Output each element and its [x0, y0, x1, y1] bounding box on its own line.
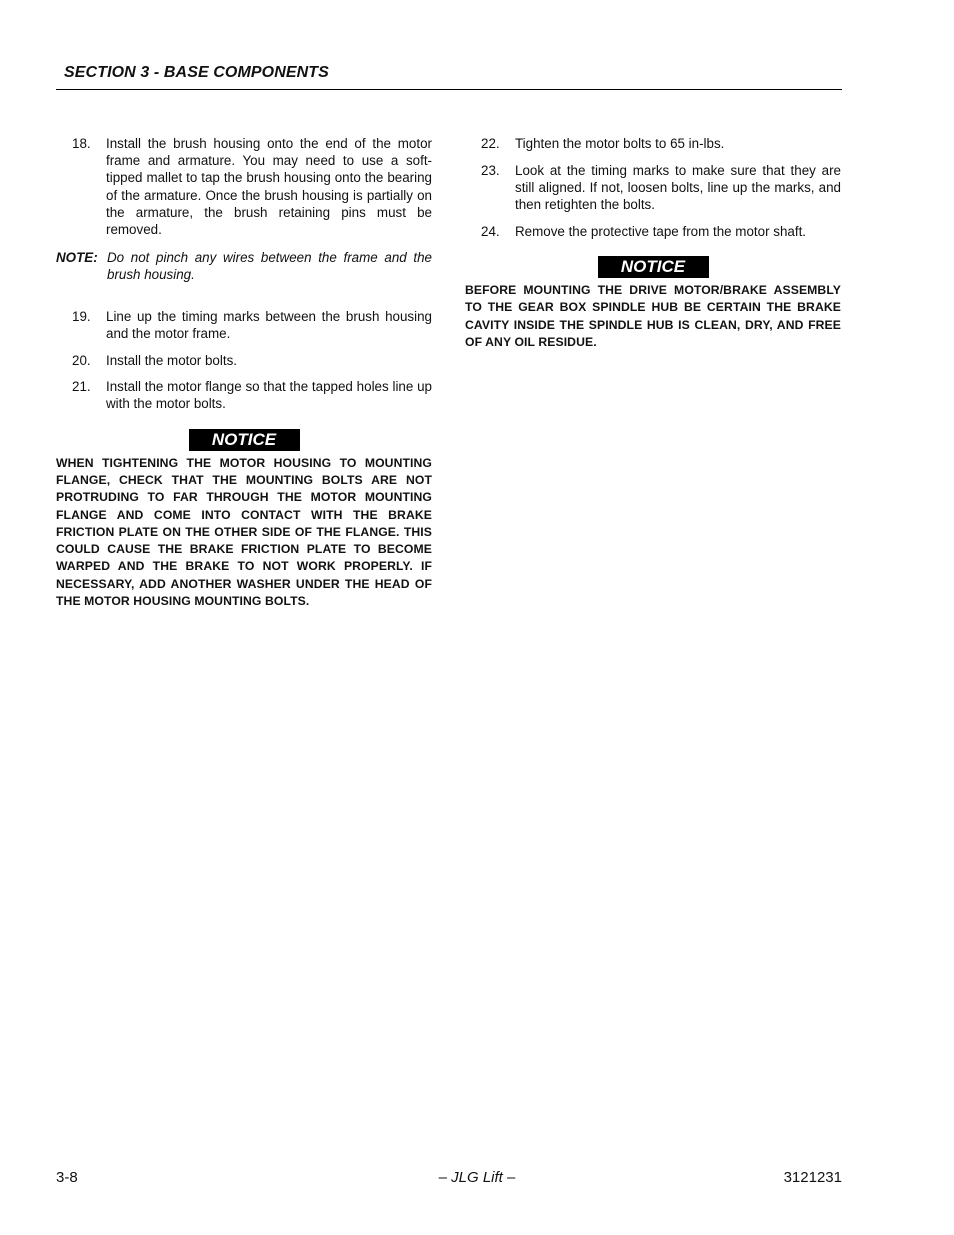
header-divider	[56, 89, 842, 90]
step-number: 23.	[481, 162, 500, 178]
notice-heading-wrap	[56, 429, 432, 451]
step-text: Tighten the motor bolts to 65 in-lbs.	[515, 136, 725, 151]
step-text: Install the motor bolts.	[106, 352, 237, 368]
step-23	[465, 162, 841, 214]
footer-brand: – JLG Lift –	[438, 1169, 516, 1186]
note	[56, 249, 432, 283]
step-number: 19.	[72, 308, 91, 324]
step-text: Look at the timing marks to make sure that they are still aligned. If not, loosen bolts, line up the marks, and then retighten the bolts.	[515, 162, 841, 213]
section-title: SECTION 3 - BASE COMPONENTS	[64, 64, 329, 81]
notice-badge: NOTICE	[598, 256, 709, 278]
right-column	[465, 135, 841, 351]
notice-heading-wrap	[465, 256, 841, 278]
step-20	[56, 352, 432, 369]
notice-text: BEFORE MOUNTING THE DRIVE MOTOR/BRAKE ASSEMBLY TO THE GEAR BOX SPINDLE HUB BE CERTAIN THE BRAKE CAVITY INSIDE THE SPINDLE HUB IS CLEAN, DRY, AND FREE OF ANY OIL RESIDUE.	[465, 283, 841, 349]
step-number: 18.	[72, 136, 91, 151]
note-label: NOTE:	[56, 250, 98, 266]
step-number: 22.	[481, 136, 500, 151]
page-number: 3-8	[56, 1169, 78, 1186]
step-text: Install the motor flange so that the tapped holes line up with the motor bolts.	[106, 379, 432, 412]
note-text: Do not pinch any wires between the frame and the brush housing.	[107, 250, 432, 283]
step-22	[465, 135, 841, 152]
document-number: 3121231	[783, 1169, 842, 1186]
notice-badge: NOTICE	[189, 429, 300, 451]
step-number: 21.	[72, 379, 91, 395]
step-number: 24.	[481, 223, 500, 239]
step-24	[465, 223, 841, 240]
step-21	[56, 378, 432, 412]
step-18	[56, 135, 432, 238]
left-column	[56, 135, 432, 610]
step-19	[56, 308, 432, 342]
step-text: Install the brush housing onto the end of the motor frame and armature. You may need to use a soft-tipped mallet to tap the brush housing onto the bearing of the armature. Once the brush housing is partially on the armature, the brush retaining pins must be removed.	[106, 136, 432, 238]
step-text: Remove the protective tape from the motor shaft.	[515, 223, 807, 239]
step-text: Line up the timing marks between the brush housing and the motor frame.	[106, 308, 432, 341]
notice-text: WHEN TIGHTENING THE MOTOR HOUSING TO MOUNTING FLANGE, CHECK THAT THE MOUNTING BOLTS ARE NOT PROTRUDING TO FAR THROUGH THE MOTOR MOUNTING FLANGE AND COME INTO CONTACT WITH THE BRAKE FRICTION PLATE ON THE OTHER SIDE OF THE FLANGE. THIS COULD CAUSE THE BRAKE FRICTION PLATE TO BECOME WARPED AND THE BRAKE TO NOT WORK PROPERLY. IF NECESSARY, ADD ANOTHER WASHER UNDER THE HEAD OF THE MOTOR HOUSING MOUNTING BOLTS.	[56, 455, 432, 609]
step-number: 20.	[72, 352, 91, 368]
